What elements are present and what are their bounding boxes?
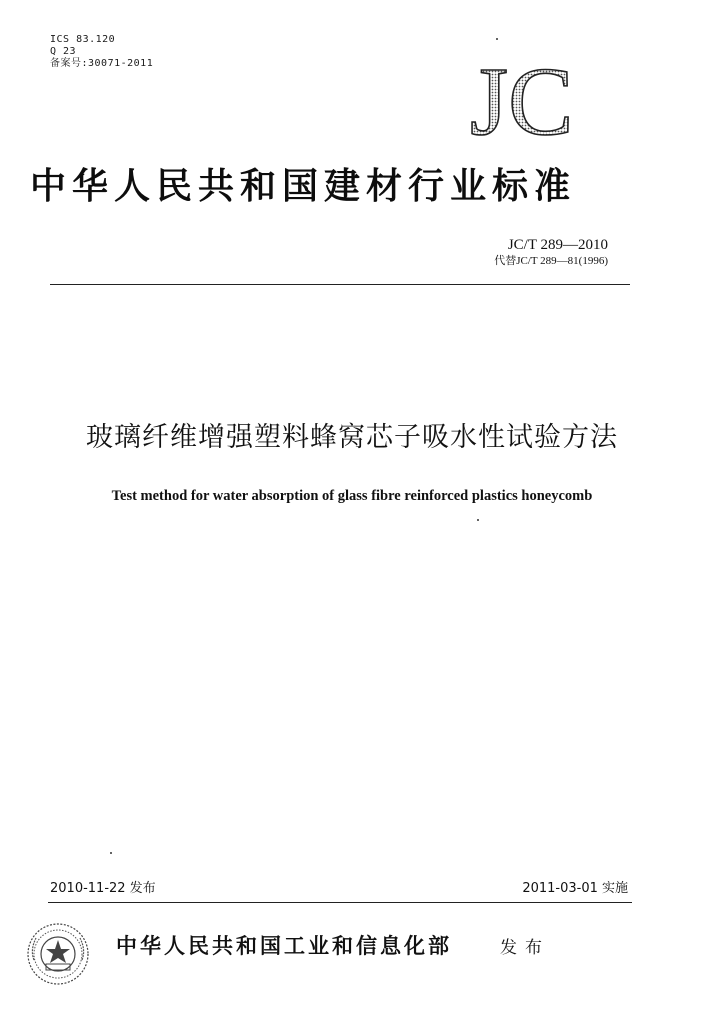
issue-action: 发布 [500,938,550,958]
record-number: 备案号:30071-2011 [50,58,154,69]
header-divider [50,284,630,285]
ics-code: ICS 83.120 [50,34,116,45]
document-title-chinese: 玻璃纤维增强塑料蜂窝芯子吸水性试验方法 [86,422,618,453]
scan-speck [110,852,112,854]
scan-speck [477,519,479,521]
issue-date: 2010-11-22 发布 [50,881,156,896]
standard-number: JC/T 289—2010 [507,237,608,253]
footer-divider [48,902,632,903]
replaced-standard: 代替JC/T 289—81(1996) [494,255,608,267]
issuing-authority: 中华人民共和国工业和信息化部 [116,933,452,958]
document-title-english: Test method for water absorption of glass fibre reinforced plastics honeycomb [111,488,593,504]
implementation-date: 2011-03-01 实施 [522,881,628,896]
organization-title: 中华人民共和国建材行业标准 [30,165,577,207]
national-emblem-icon [24,920,92,988]
jc-logo [470,52,620,142]
jc-logo-text: JC [470,52,574,142]
scan-speck [496,38,498,40]
ccs-code: Q 23 [50,46,77,57]
